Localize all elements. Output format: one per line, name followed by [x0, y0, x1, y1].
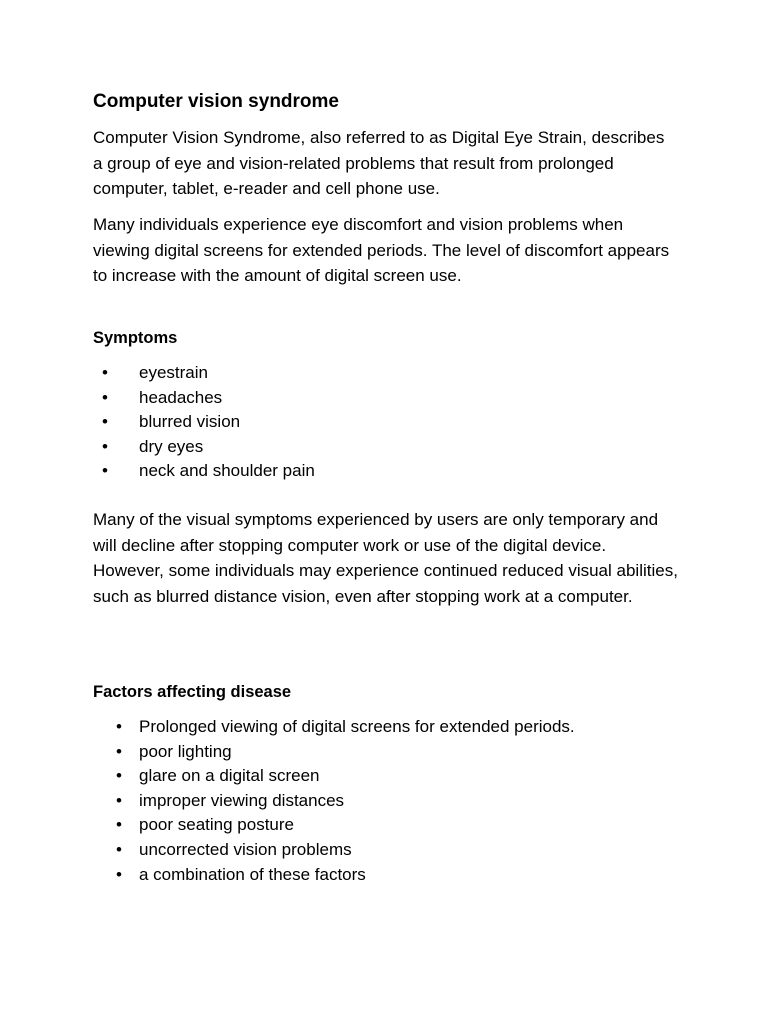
symptoms-paragraph: Many of the visual symptoms experienced by users are only temporary and will decline after stopping computer work or use of the digital device. However, some individuals may experience continued reduced visual abilities, such as blurred distance vision, even after stopping work at a computer.	[93, 510, 678, 606]
page-title: Computer vision syndrome	[93, 91, 339, 112]
bullet-icon: •	[116, 741, 122, 761]
list-item-text: poor seating posture	[139, 815, 294, 835]
bullet-icon: •	[102, 412, 108, 432]
list-item-text: Prolonged viewing of digital screens for extended periods.	[139, 717, 575, 736]
bullet-icon: •	[116, 790, 122, 810]
list-item-text: headaches	[139, 387, 223, 407]
bullet-icon: •	[102, 436, 108, 456]
bullet-icon: •	[102, 363, 108, 382]
bullet-icon: •	[102, 387, 108, 407]
factors-heading: Factors affecting disease	[93, 683, 292, 701]
list-item-text: uncorrected vision problems	[139, 839, 352, 859]
list-item-text: eyestrain	[139, 363, 208, 382]
list-item-text: blurred vision	[139, 412, 241, 432]
document-page	[93, 0, 693, 1024]
intro-paragraph-2: Many individuals experience eye discomfort and vision problems when viewing digital screens for extended periods. The level of discomfort appears to increase with the amount of digital screen use.	[93, 215, 670, 285]
bullet-icon: •	[116, 839, 122, 859]
bullet-icon: •	[116, 815, 122, 835]
bullet-icon: •	[116, 766, 122, 786]
list-item-text: neck and shoulder pain	[139, 461, 315, 481]
bullet-icon: •	[116, 864, 122, 884]
bullet-icon: •	[116, 717, 122, 736]
list-item-text: poor lighting	[139, 741, 232, 761]
list-item-text: dry eyes	[139, 436, 204, 456]
intro-paragraph-1: Computer Vision Syndrome, also referred to as Digital Eye Strain, describes a group of eye and vision-related problems that result from prolonged computer, tablet, e-reader and cell phone use.	[93, 128, 665, 198]
list-item-text: glare on a digital screen	[139, 766, 320, 786]
bullet-icon: •	[102, 461, 108, 481]
list-item-text: improper viewing distances	[139, 790, 345, 810]
list-item-text: a combination of these factors	[139, 864, 366, 884]
symptoms-heading: Symptoms	[93, 329, 178, 347]
